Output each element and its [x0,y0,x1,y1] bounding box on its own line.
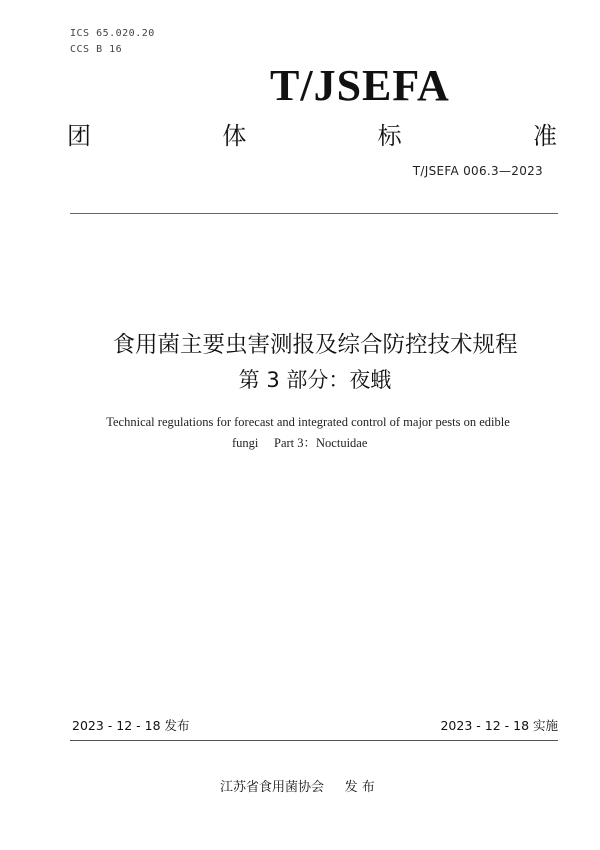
publisher: 江苏省食用菌协会 发 布 [220,780,375,795]
category-char-1: 团 [67,122,91,150]
standard-number: T/JSEFA 006.3—2023 [412,164,543,178]
header-divider [70,213,558,214]
footer-divider [70,740,558,741]
standard-mark: T/JSEFA [270,61,450,110]
chinese-title: 食用菌主要虫害测报及综合防控技术规程 [112,332,518,358]
standard-category [67,116,557,151]
category-char-2: 体 [222,122,247,150]
category-char-3: 标 [377,122,402,150]
english-title-line-2: fungi Part 3：Noctuidae [232,436,368,450]
issue-date: 2023 - 12 - 18 发布 [72,718,190,733]
ics-code: ICS 65.020.20 [70,28,155,39]
chinese-part-title: 第 3 部分：夜蛾 [238,368,392,392]
ccs-code: CCS B 16 [70,44,123,55]
category-char-4: 准 [532,122,557,150]
implementation-date: 2023 - 12 - 18 实施 [440,718,558,733]
english-title-line-1: Technical regulations for forecast and integrated control of major pests on edible [106,415,510,429]
